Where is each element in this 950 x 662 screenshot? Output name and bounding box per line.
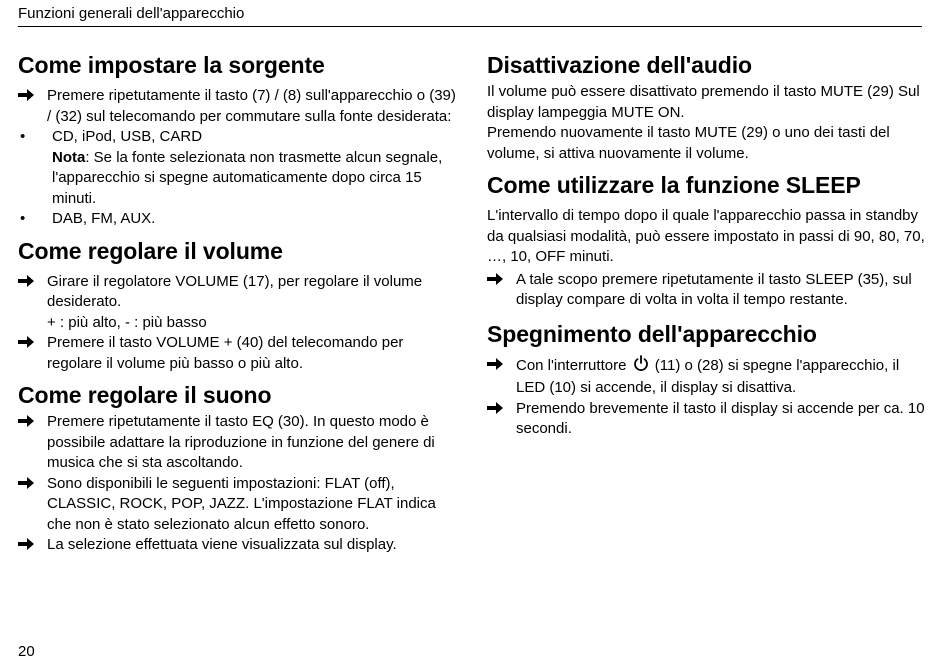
page-number: 20 [18,643,35,660]
list-item [18,127,458,148]
list-item [18,272,458,334]
page-header [18,4,922,27]
section-suono [18,380,458,556]
section-title: Come impostare la sorgente [18,52,325,78]
note-label: Nota [52,148,86,166]
item-text: Premere ripetutamente il tasto EQ (30). In questo modo è possibile adattare la riproduzione in funzione del genere di musica che si sta ascoltando. [47,413,435,471]
arrow-icon [18,412,38,433]
paragraph: L'intervallo di tempo dopo il quale l'apparecchio passa in standby da qualsiasi modalità, può essere impostato in passi di 90, 80, 70, …, 10, OFF minuti. [487,207,925,265]
item-text: Premere il tasto VOLUME + (40) del telecomando per regolare il volume più basso o più alto. [47,334,404,372]
list-item [18,86,458,127]
list-item [487,399,927,440]
item-text-pre: Con l'interruttore [516,356,627,374]
arrow-icon [487,355,507,376]
section-sleep [487,170,927,311]
bullet-icon: • [20,128,26,145]
section-title: Come regolare il suono [18,382,272,408]
item-text: Sono disponibili le seguenti impostazioni: FLAT (off), CLASSIC, ROCK, POP, JAZZ. L'impostazione FLAT indica che non è stato selezionato alcun effetto sonoro. [47,474,436,533]
page-header-title: Funzioni generali dell'apparecchio [18,5,245,22]
section-spegnimento [487,319,927,440]
arrow-icon [18,333,38,354]
arrow-icon [18,272,38,293]
arrow-icon [18,86,38,107]
item-text: Premere ripetutamente il tasto (7) / (8) sull'apparecchio o (39) / (32) sul telecomando per commutare sulla fonte desiderata: [47,87,456,125]
item-extra: + : più alto, - : più basso [47,313,207,331]
left-column [18,50,458,562]
item-text: Girare il regolatore VOLUME (17), per regolare il volume desiderato. [47,272,423,310]
section-sorgente [18,50,458,230]
item-text: DAB, FM, AUX. [52,210,156,227]
list-item [18,474,458,536]
list-item [487,270,927,311]
arrow-icon [18,474,38,495]
list-item [487,355,927,399]
arrow-icon [487,399,507,420]
arrow-icon [487,270,507,291]
arrow-icon [18,535,38,556]
item-text: A tale scopo premere ripetutamente il tasto SLEEP (35), sul display compare di volta in volta il tempo restante. [516,270,912,308]
item-text: La selezione effettuata viene visualizzata sul display. [47,536,397,553]
item-text: Premendo brevemente il tasto il display si accende per ca. 10 secondi. [516,399,925,437]
list-item [18,333,458,374]
section-volume [18,236,458,375]
list-item [18,535,458,556]
bullet-icon: • [20,210,26,227]
note-item [18,148,458,210]
item-text-post: (11) o (28) si spegne l'apparecchio, il LED (10) si accende, il display si disattiva. [516,356,900,396]
section-audio [487,50,927,164]
section-title: Come regolare il volume [18,237,283,264]
list-item [18,209,458,230]
item-text: CD, iPod, USB, CARD [52,128,203,145]
section-title: Disattivazione dell'audio [487,52,752,78]
power-icon [633,355,649,379]
paragraph: Premendo nuovamente il tasto MUTE (29) o uno dei tasti del volume, si attiva nuovamente il volume. [487,124,890,162]
section-title: Spegnimento dell'apparecchio [487,320,817,347]
paragraph: Il volume può essere disattivato premendo il tasto MUTE (29) Sul display lampeggia MUTE ON. [487,83,920,121]
note-text: : Se la fonte selezionata non trasmette alcun segnale, l'apparecchio si spegne automaticamente dopo circa 15 minuti. [52,148,443,207]
section-title: Come utilizzare la funzione SLEEP [487,172,861,198]
right-column [487,50,927,446]
list-item [18,412,458,474]
